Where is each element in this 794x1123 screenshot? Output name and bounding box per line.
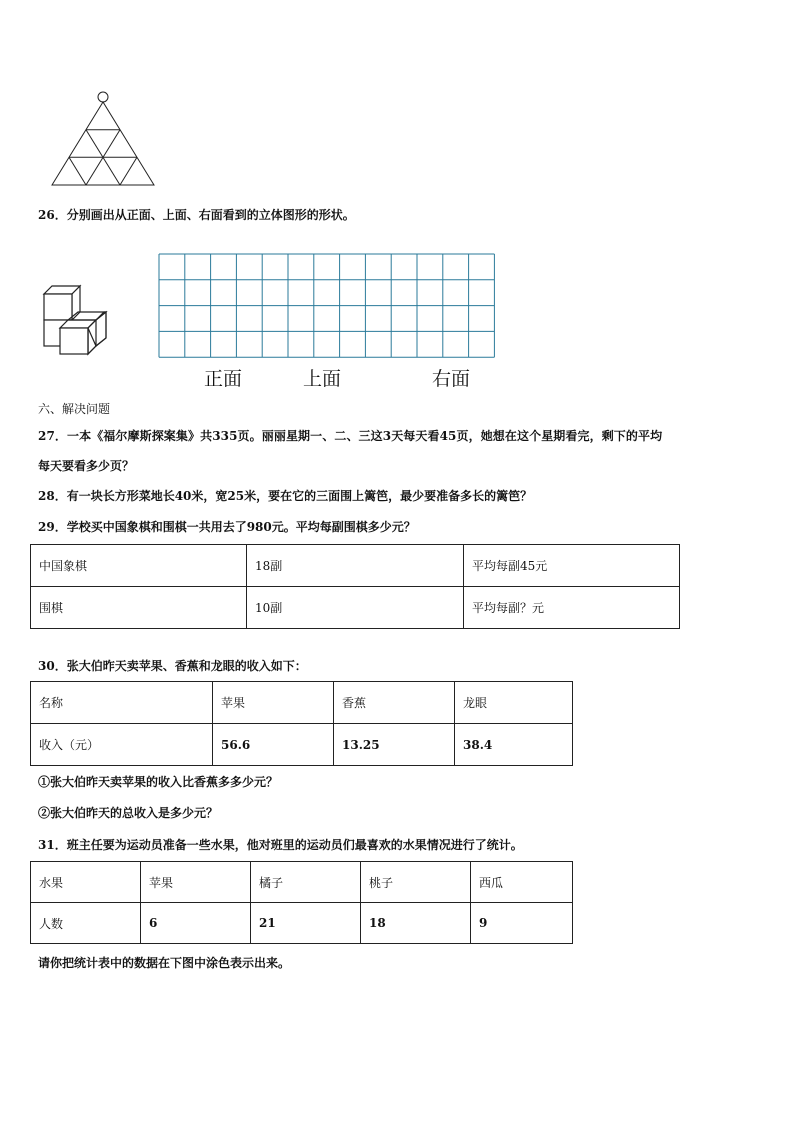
table-row (31, 862, 573, 903)
table-cell: 水果 (31, 862, 141, 903)
question-30: 30．张大伯昨天卖苹果、香蕉和龙眼的收入如下： (38, 659, 307, 673)
table-cell: 龙眼 (455, 682, 573, 724)
table-row (31, 682, 573, 724)
table-cell: 平均每副？元 (464, 587, 680, 629)
q30-table (30, 681, 573, 766)
question-31: 31．班主任要为运动员准备一些水果，他对班里的运动员们最喜欢的水果情况进行了统计。 (38, 838, 523, 852)
view-label-top: 上面 (303, 368, 342, 390)
cube-stack-figure (40, 282, 110, 360)
question-26: 26．分别画出从正面、上面、右面看到的立体图形的形状。 (38, 208, 355, 222)
table-cell: 西瓜 (471, 862, 573, 903)
view-label-front: 正面 (204, 368, 243, 390)
view-label-right: 右面 (432, 368, 471, 390)
table-cell: 6 (141, 903, 251, 944)
question-29: 29．学校买中国象棋和围棋一共用去了980元。平均每副围棋多少元？ (38, 520, 416, 534)
table-cell: 橘子 (251, 862, 361, 903)
q29-table (30, 544, 680, 629)
table-cell: 平均每副45元 (464, 545, 680, 587)
section-heading: 六、解决问题 (38, 402, 111, 416)
table-cell: 18 (361, 903, 471, 944)
table-cell: 9 (471, 903, 573, 944)
table-cell: 10副 (247, 587, 464, 629)
question-30-sub1: ①张大伯昨天卖苹果的收入比香蕉多多少元？ (38, 775, 279, 789)
table-cell: 21 (251, 903, 361, 944)
table-cell: 人数 (31, 903, 141, 944)
question-30-sub2: ②张大伯昨天的总收入是多少元？ (38, 806, 219, 820)
question-28: 28．有一块长方形菜地长40米，宽25米，要在它的三面围上篱笆，最少要准备多长的篱笆？ (38, 489, 533, 503)
table-cell: 38.4 (455, 724, 573, 766)
triangle-figure (48, 88, 160, 190)
table-row (31, 545, 680, 587)
table-cell: 苹果 (213, 682, 334, 724)
question-27-line2: 每天要看多少页？ (38, 459, 135, 473)
table-cell: 围棋 (31, 587, 247, 629)
table-row (31, 724, 573, 766)
table-cell: 中国象棋 (31, 545, 247, 587)
table-cell: 苹果 (141, 862, 251, 903)
table-cell: 56.6 (213, 724, 334, 766)
table-row (31, 587, 680, 629)
table-cell: 桃子 (361, 862, 471, 903)
table-cell: 18副 (247, 545, 464, 587)
table-cell: 香蕉 (334, 682, 455, 724)
table-cell: 名称 (31, 682, 213, 724)
question-27-line1: 27．一本《福尔摩斯探案集》共335页。丽丽星期一、二、三这3天每天看45页，她想在这个星期看完，剩下的平均 (38, 429, 663, 443)
q31-table (30, 861, 573, 944)
table-cell: 13.25 (334, 724, 455, 766)
table-row (31, 903, 573, 944)
table-cell: 收入（元） (31, 724, 213, 766)
question-31-footer: 请你把统计表中的数据在下图中涂色表示出来。 (38, 956, 291, 970)
drawing-grid[interactable] (158, 253, 496, 359)
